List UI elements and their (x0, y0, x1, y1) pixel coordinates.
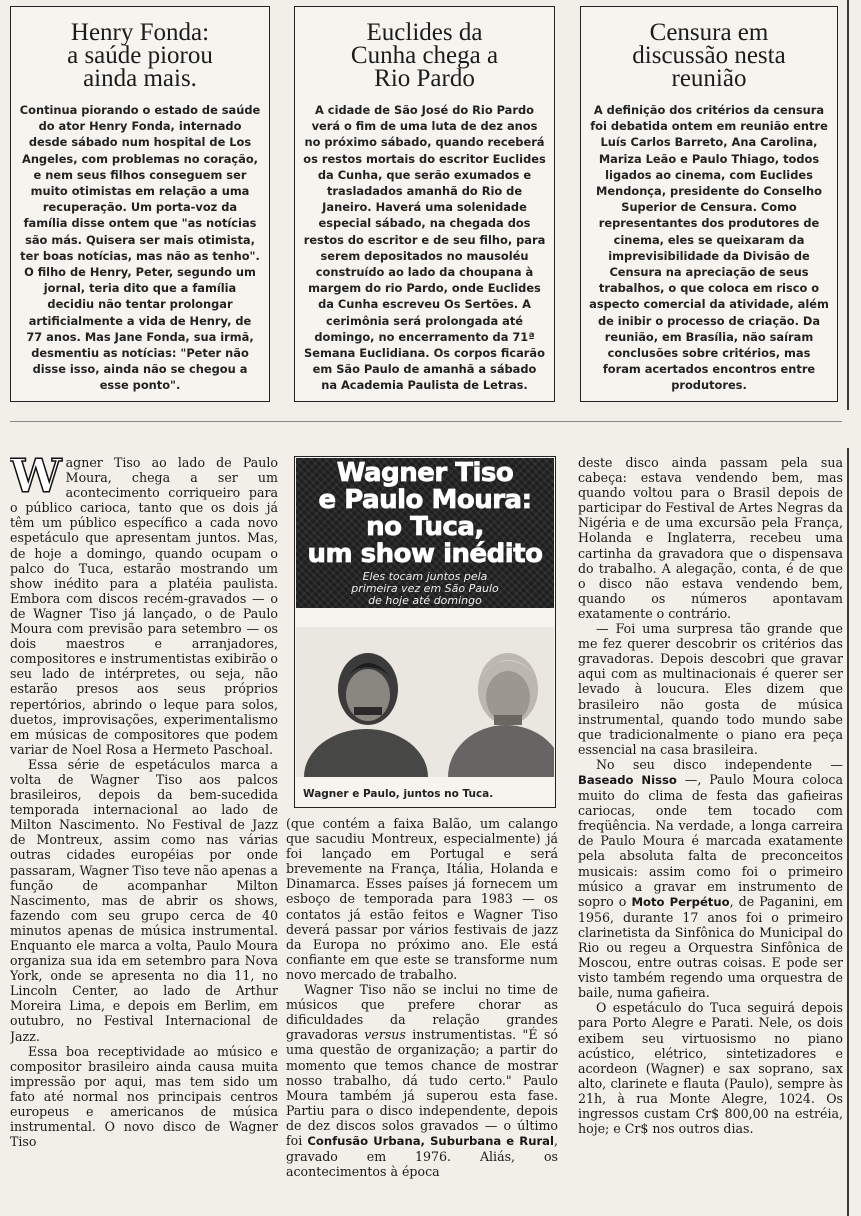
paragraph: deste disco ainda passam pela sua cabeça: estava vendendo bem, mas quando voltou para o Brasil depois de participar do Festival de Artes Negras da Nigéria e de uma excursão pela França, Holanda e Inglaterra, recebeu uma cartinha da gravadora que o dispensava do trabalho. A alegação, conta, é de que o disco não estava vendendo bem, quando os números apontavam exatamente o contrário. (578, 455, 843, 621)
article-body: A cidade de São José do Rio Pardo verá o fim de uma luta de dez anos no próximo sábado, quando receberá os restos mortais do escritor Euclides da Cunha, que serão exumados e trasladados amanhã do Rio de Janeiro. Haverá uma solenidade especial sábado, na chegada dos restos do escritor e de seu filho, para serem depositados no mausoléu construído ao lado da choupana à margem do rio Pardo, onde Euclides da Cunha escreveu Os Sertões. A cerimônia será prolongada até domingo, no encerramento da 71ª Semana Euclidiana. Os corpos ficarão em São Paulo de amanhã a sábado na Academia Paulista de Letras. (303, 103, 546, 393)
paragraph-text: agner Tiso ao lado de Paulo Moura, chega a ser um acontecimento corriqueiro para o público carioca, tanto que os dois já têm um público específico a cada novo espetáculo que apresentam juntos. Mas, de hoje a domingo, quando ocupam o palco do Tuca, estarão mostrando um show inédito para a platéia paulista. Embora com discos recém-gravados — o de Wagner Tiso já lançado, o de Paulo Moura com previsão para setembro — os dois maestros e arranjadores, compositores e instrumentistas exibirão o seu lado de intérpretes, ou seja, não estarão presos aos seus próprios repertórios, abrindo o leque para solos, duetos, improvisações, experimentalismo em músicas de compositores que podem variar de Noel Rosa a Hermeto Paschoal. (10, 455, 278, 757)
feature-box (294, 456, 556, 808)
feature-subtitle: Eles tocam juntos pela primeira vez em São Paulo de hoje até domingo (351, 570, 499, 607)
article-headline: Henry Fonda: a saúde piorou ainda mais. (67, 19, 213, 92)
photo-caption: Wagner e Paulo, juntos no Tuca. (303, 788, 494, 800)
main-article-column-1 (10, 455, 278, 1211)
drop-cap: W (10, 455, 62, 503)
work-title: Moto Perpétuo (631, 894, 730, 909)
feature-headline-block (296, 458, 554, 608)
album-title: Confusão Urbana, Suburbana e Rural (307, 1133, 554, 1148)
column-rule-top (847, 0, 849, 410)
paragraph (578, 757, 843, 1001)
paragraph: — Foi uma surpresa tão grande que me fez querer descobrir os critérios das gravadoras. Depois descobri que gravar aqui com as multinacionais é querer ser levado à loucura. Eles dizem que brasileiro não gosta de música instrumental, quando todo mundo sabe que tradicionalmente o piano era peça essencial na casa brasileira. (578, 621, 843, 757)
text-run: No seu disco independente — (596, 756, 843, 772)
text-run: , gravado em 1976. Aliás, os acontecimentos à época (286, 1132, 558, 1180)
article-box-henry-fonda (10, 6, 270, 402)
paragraph: O espetáculo do Tuca seguirá depois para Porto Alegre e Parati. Nele, os dois exibem seu virtuosismo no piano acústico, elétrico, sintetizadores e acordeon (Wagner) e sax soprano, sax alto, clarinete e flauta (Paulo), sempre às 21h, à rua Monte Alegre, 1024. Os ingressos custam Cr$ 800,00 na estréia, hoje; e Cr$ nos outros dias. (578, 1000, 843, 1137)
article-body: Continua piorando o estado de saúde do ator Henry Fonda, internado desde sábado num hospital de Los Angeles, com problemas no coração, e nem seus filhos conseguem ser muito otimistas em relação a uma recuperação. Um porta-voz da família disse ontem que "as notícias são más. Quisera ser mais otimista, ter boas notícias, mas não as tenho". O filho de Henry, Peter, segundo um jornal, teria dito que a família decidiu não tentar prolongar artificialmente a vida de Henry, de 77 anos. Mas Jane Fonda, sua irmã, desmentiu as notícias: "Peter não disse isso, ainda não se chegou a esse ponto". (19, 103, 261, 393)
paragraph (10, 455, 278, 757)
album-title: Baseado Nisso (578, 772, 677, 787)
musicians-photo (296, 627, 554, 777)
article-box-censura (580, 6, 838, 402)
section-divider (10, 421, 842, 422)
text-run: —, Paulo Moura coloca muito do clima de festa das gafieiras cariocas, onde tem tocado com freqüência. Na verdade, a longa carreira de Paulo Moura é marcada exatamente pela absoluta falta de preconceitos musicais: assim como foi o primeiro músico a gravar em instrumento de sopro o (578, 771, 843, 909)
text-run-italic: versus (364, 1027, 406, 1043)
column-rule-bottom (847, 448, 849, 1216)
paragraph: Essa série de espetáculos marca a volta de Wagner Tiso aos palcos brasileiros, depois da bem-sucedida temporada internacional ao lado de Milton Nascimento. No Festival de Jazz de Montreux, assim como nas várias outras cidades européias por onde passaram, Wagner Tiso teve não apenas a função de acompanhar Milton Nascimento, mas de abrir os shows, fazendo com seu grupo cerca de 40 minutos apenas de música instrumental. Enquanto ele marca a volta, Paulo Moura organiza sua ida em setembro para Nova York, onde se apresenta no dia 11, no Lincoln Center, ao lado de Arthur Moreira Lima, e depois em Berlim, em outubro, no Festival Internacional de Jazz. (10, 756, 278, 1044)
feature-title: Wagner Tiso e Paulo Moura: no Tuca, um show inédito (307, 458, 543, 569)
photo-illustration (296, 627, 554, 777)
article-headline: Censura em discussão nesta reunião (632, 19, 786, 92)
article-body: A definição dos critérios da censura foi debatida ontem em reunião entre Luís Carlos Barreto, Ana Carolina, Mariza Leão e Paulo Thiago, todos ligados ao cinema, com Euclides Mendonça, presidente do Conselho Superior de Censura. Como representantes dos produtores de cinema, eles se queixaram da imprevisibilidade da Divisão de Censura na apreciação de seus trabalhos, o que coloca em risco o aspecto comercial da atividade, além de inibir o processo de criação. Da reunião, em Brasília, não saíram conclusões sobre critérios, mas foram acertados encontros entre produtores. (589, 103, 829, 393)
paragraph: Essa boa receptividade ao músico e compositor brasileiro ainda causa muita impressão por aqui, mas tem sido um fato até normal nos principais centros europeus e americanos de música instrumental. O novo disco de Wagner Tiso (10, 1043, 278, 1150)
paragraph: (que contém a faixa Balão, um calango que sacudiu Montreux, especialmente) já foi lançado em Portugal e será brevemente na França, Itália, Holanda e Dinamarca. Esses países já fornecem um esboço de temporada para 1983 — os contatos já estão feitos e Wagner Tiso deverá passar por vários festivais de jazz da Europa no próximo ano. Ele está confiante em que este se transforme num novo mercado de trabalho. (286, 816, 558, 982)
article-box-euclides (294, 6, 555, 402)
article-headline: Euclides da Cunha chega a Rio Pardo (350, 19, 499, 92)
text-run: instrumentistas. "É só uma questão de organização; a partir do momento que temos chance de mostrar nosso trabalho, dá tudo certo." Paulo Moura também já superou esta fase. Partiu para o disco independente, depois de dez discos solos gravados — o último foi (286, 1027, 558, 1148)
text-run: Wagner Tiso não se inclui no time de músicos que prefere chorar as dificuldades da relação grandes gravadoras (286, 982, 558, 1043)
main-article-column-2 (286, 816, 558, 1211)
paragraph (286, 982, 558, 1179)
text-run: , de Paganini, em 1956, durante 17 anos foi o primeiro clarinetista da Sinfônica do Municipal do Rio ou regeu a Orquestra Sinfônica de Moscou, entre outras coisas. E pode ser visto também regendo uma orquestra de baile, numa gafieira. (578, 893, 843, 1001)
main-article-column-3 (578, 455, 843, 1211)
